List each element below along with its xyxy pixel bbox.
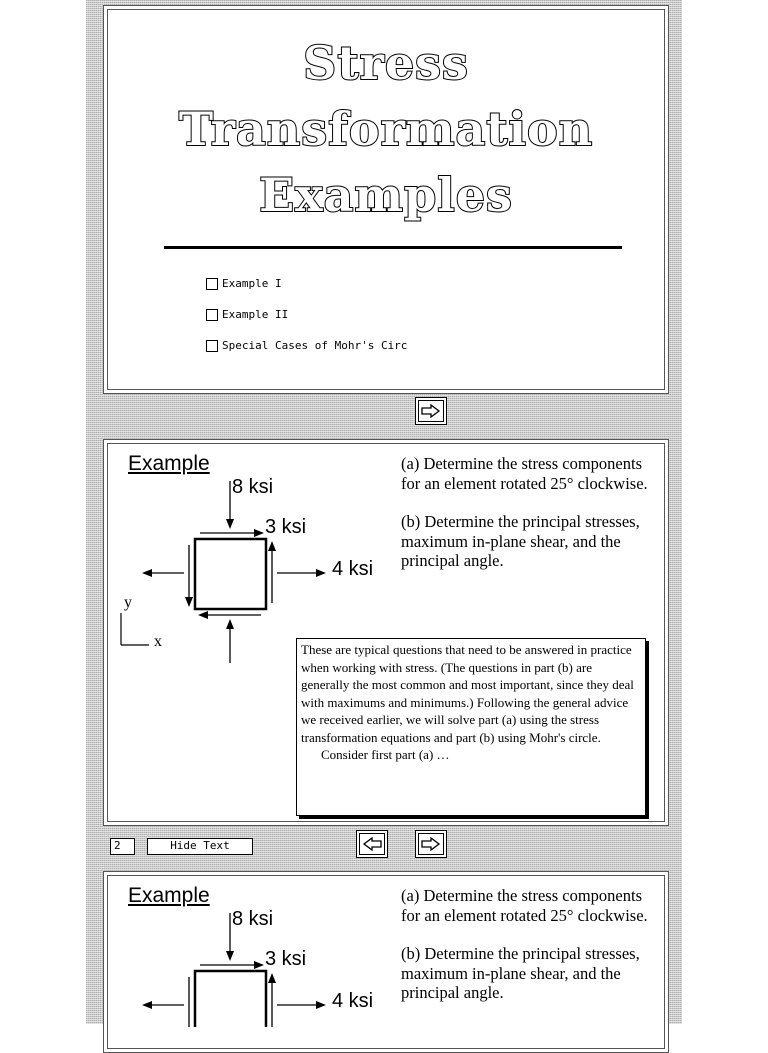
left-arrow-icon <box>362 837 382 851</box>
checkbox-icon[interactable] <box>206 340 218 352</box>
load-label-top: 8 ksi <box>232 476 274 498</box>
title-line-2: Transformation <box>178 102 594 156</box>
right-arrow-icon <box>421 404 441 418</box>
next-card-button-2[interactable] <box>415 830 447 858</box>
load-label-shear: 3 ksi <box>265 516 307 538</box>
example-heading: Example <box>128 884 210 907</box>
axis-label-y: y <box>124 594 132 611</box>
load-label-right: 4 ksi <box>332 990 374 1012</box>
title-line-1: Stress <box>303 36 469 90</box>
prev-card-button[interactable] <box>356 830 388 858</box>
questions-text <box>401 454 651 590</box>
explanation-last-line: Consider first part (a) … <box>321 747 450 762</box>
menu-item-example-1[interactable] <box>206 277 282 290</box>
checkbox-icon[interactable] <box>206 278 218 290</box>
question-b: (b) Determine the principal stresses, maximum in-plane shear, and the principal angle. <box>401 944 640 1002</box>
questions-text <box>401 886 651 1022</box>
example-heading: Example <box>128 452 210 475</box>
menu-item-label: Example II <box>222 308 289 321</box>
menu-item-label: Example I <box>222 277 282 290</box>
question-a: (a) Determine the stress components for an element rotated 25° clockwise. <box>401 454 648 493</box>
explanation-text: These are typical questions that need to be answered in practice when working with stress. (The questions in part (b) are generally the most common and most important, since they deal with maximums and minimums.) Following the general advice we received earlier, we will solve part (a) using the stress transformation equations and part (b) using Mohr's circle. <box>301 642 634 745</box>
question-b: (b) Determine the principal stresses, maximum in-plane shear, and the principal angle. <box>401 512 640 570</box>
menu-item-special-cases[interactable] <box>206 339 407 352</box>
page-number-field[interactable]: 2 <box>110 838 135 855</box>
title-divider <box>164 246 622 249</box>
next-card-button[interactable] <box>415 397 447 425</box>
example-card-2 <box>103 871 669 1053</box>
menu-item-example-2[interactable] <box>206 308 288 321</box>
load-label-shear: 3 ksi <box>265 948 307 970</box>
right-arrow-icon <box>421 837 441 851</box>
axis-label-x: x <box>154 633 162 650</box>
menu-item-label: Special Cases of Mohr's Circ <box>222 339 408 352</box>
load-label-right: 4 ksi <box>332 558 374 580</box>
question-a: (a) Determine the stress components for an element rotated 25° clockwise. <box>401 886 648 925</box>
example-card <box>103 439 669 826</box>
load-label-top: 8 ksi <box>232 908 274 930</box>
title-line-3: Examples <box>259 168 513 222</box>
title-card <box>103 5 669 394</box>
checkbox-icon[interactable] <box>206 309 218 321</box>
hide-text-button[interactable]: Hide Text <box>147 838 253 855</box>
explanation-popup <box>296 638 646 816</box>
